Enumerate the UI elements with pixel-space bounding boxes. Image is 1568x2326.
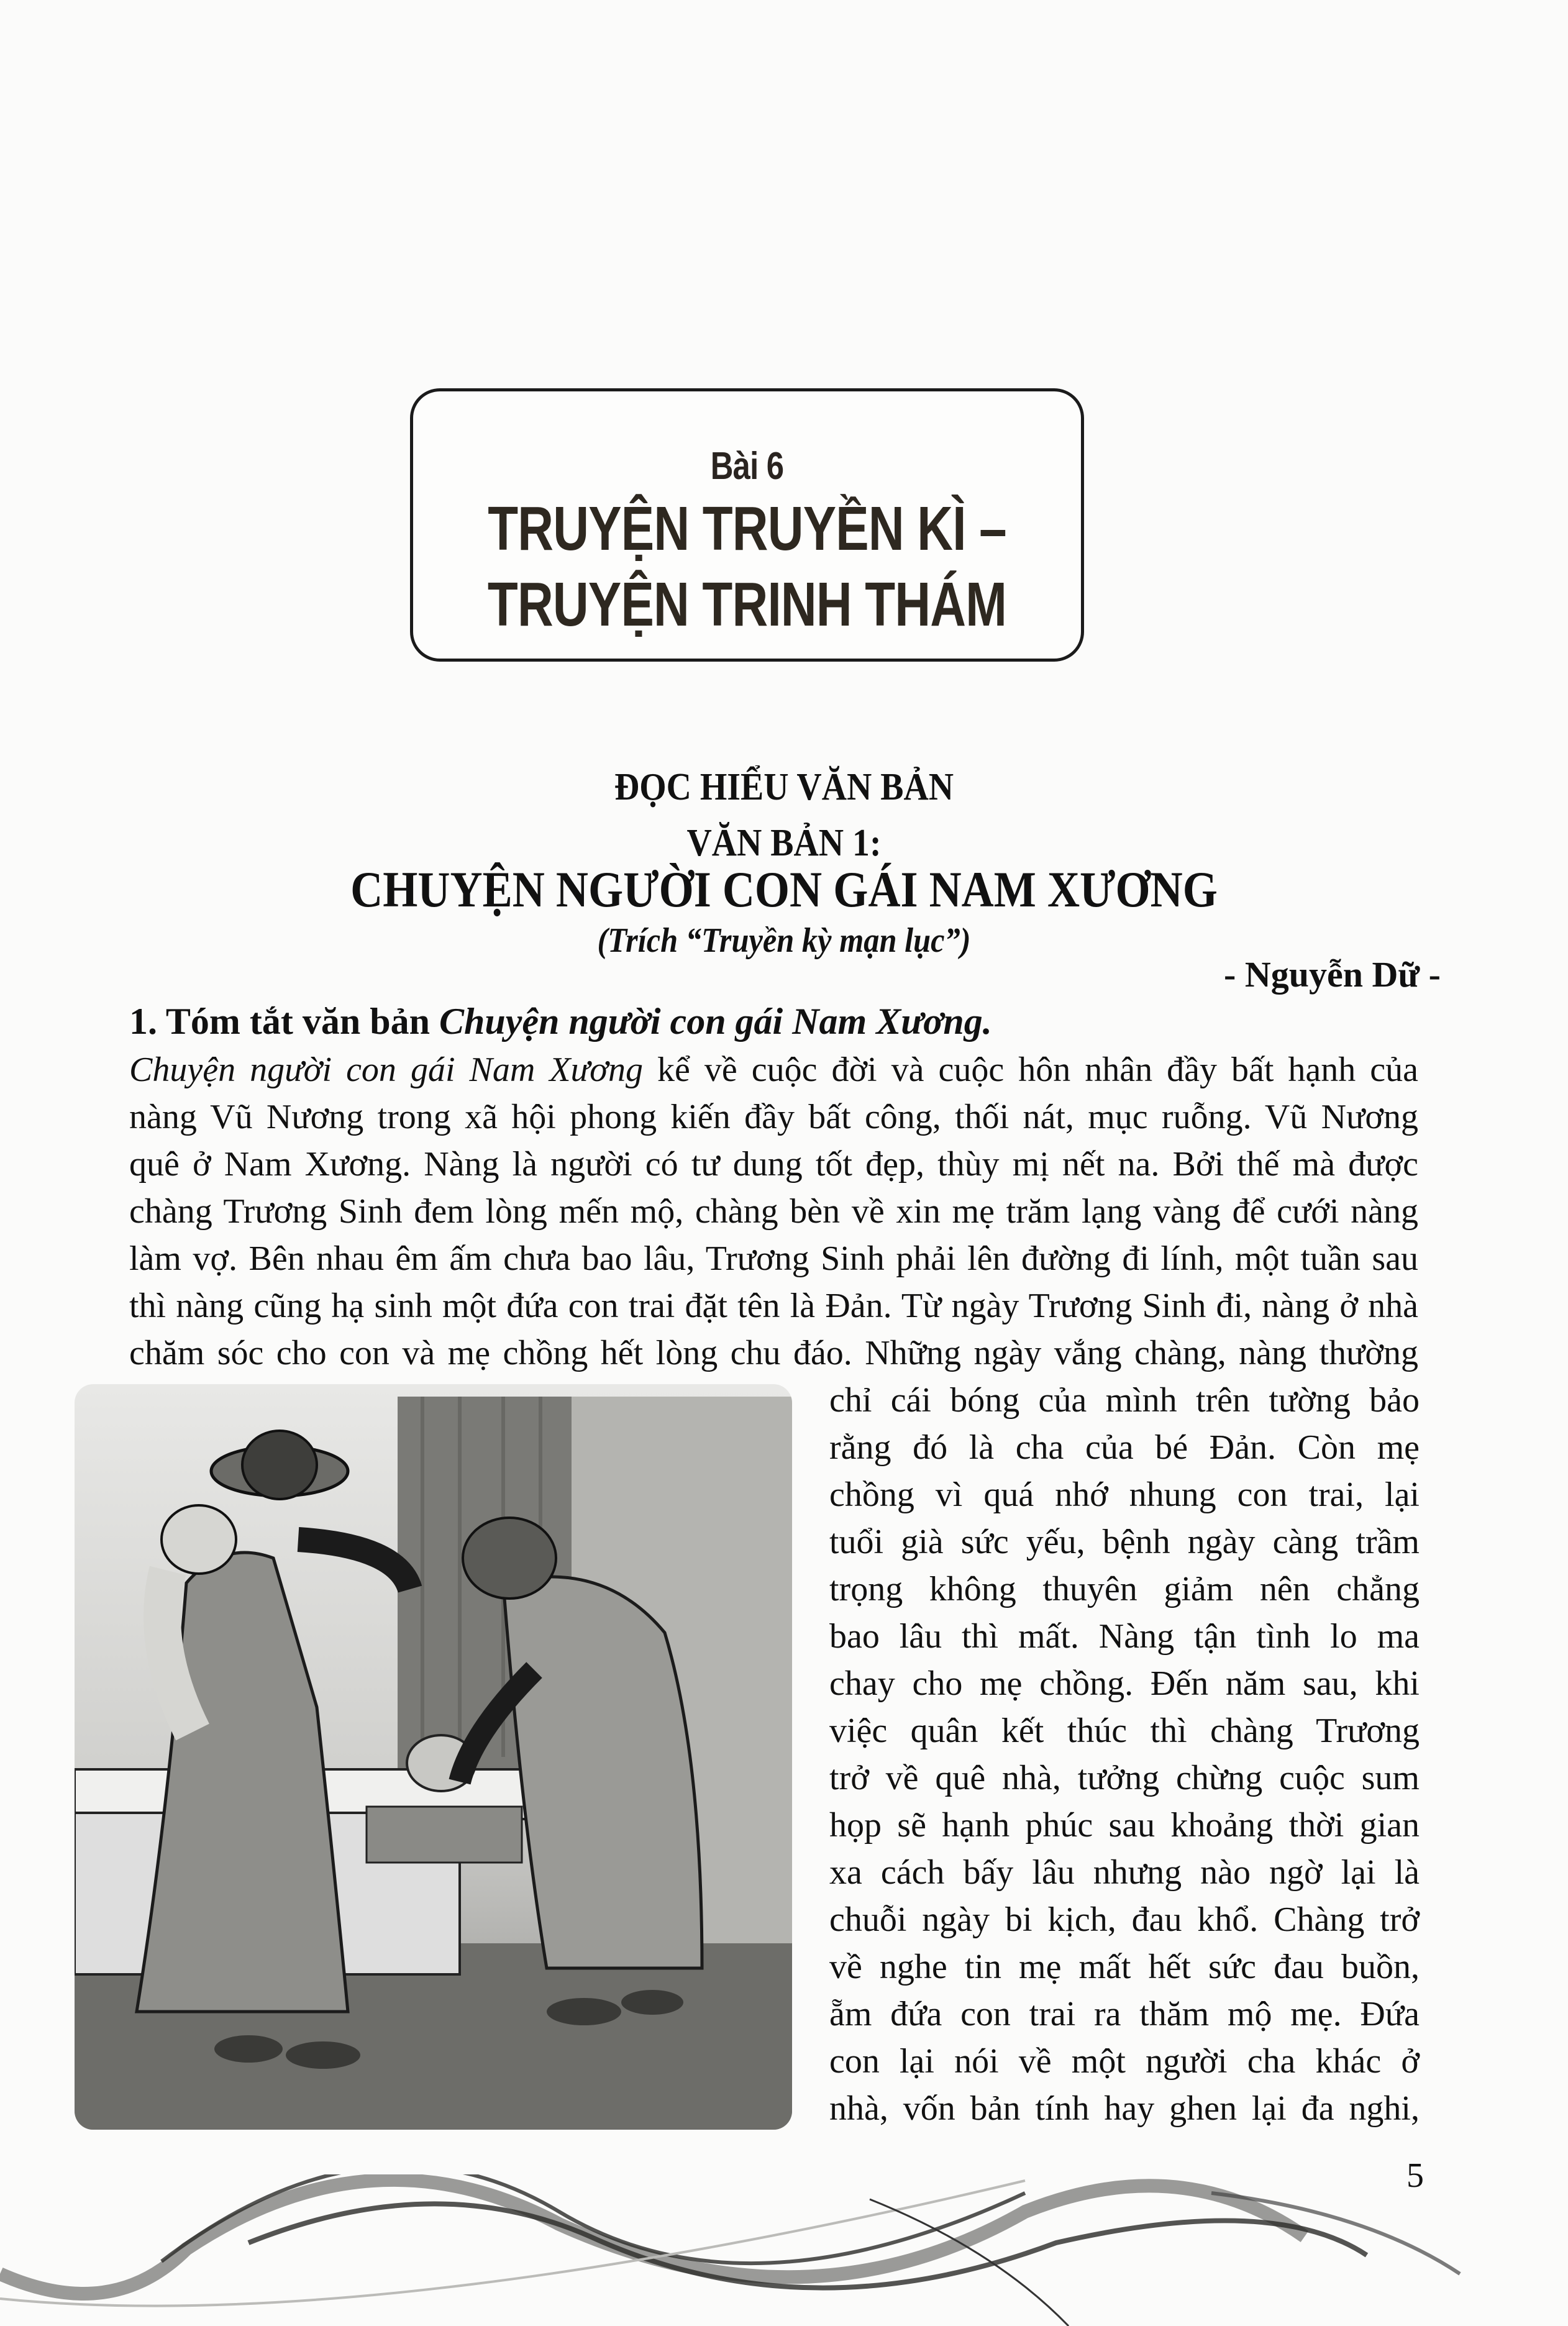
body-line: chuỗi ngày bi kịch, đau khổ. Chàng trở [829,1900,1420,1939]
text-label: VĂN BẢN 1: [686,822,882,864]
body-line: nàng Vũ Nương trong xã hội phong kiến đầy bất công, thối nát, mục ruỗng. Vũ Nương [129,1098,1418,1136]
wave-decoration [0,2174,1568,2326]
body-line: chàng Trương Sinh đem lòng mến mộ, chàng bèn về xin mẹ trăm lạng vàng để cưới nàng [129,1192,1418,1231]
section-1-title-prefix: 1. Tóm tắt văn bản [129,1001,439,1042]
lesson-title-box [410,388,1084,662]
body-line: trở về quê nhà, tưởng chừng cuộc sum [829,1759,1420,1797]
story-illustration [75,1384,792,2130]
body-line: tuổi già sức yếu, bệnh ngày càng trầm [829,1523,1420,1561]
story-name-italic: Chuyện người con gái Nam Xương [129,1051,643,1089]
illustration-drawing [75,1384,792,2130]
body-line: quê ở Nam Xương. Nàng là người có tư dung tốt đẹp, thùy mị nết na. Bởi thế mà được [129,1145,1418,1184]
body-line: rằng đó là cha của bé Đản. Còn mẹ [829,1428,1420,1467]
lesson-title-line2: TRUYỆN TRINH THÁM [487,570,1007,639]
body-line: xa cách bấy lâu nhưng nào ngờ lại là [829,1853,1420,1892]
body-line: họp sẽ hạnh phúc sau khoảng thời gian [829,1806,1420,1845]
lesson-title-line1: TRUYỆN TRUYỀN KÌ – [488,494,1006,563]
page-number: 5 [1406,2156,1424,2195]
body-line: trọng không thuyên giảm nên chẳng [829,1570,1420,1608]
body-line: thì nàng cũng hạ sinh một đứa con trai đặt tên là Đản. Từ ngày Trương Sinh đi, nàng ở nhà [129,1287,1418,1325]
body-line: về nghe tin mẹ mất hết sức đau buồn, [829,1948,1420,1986]
body-line-text: kể về cuộc đời và cuộc hôn nhân đầy bất hạnh của [642,1051,1418,1089]
section-heading: ĐỌC HIỂU VĂN BẢN [614,766,954,808]
author: - Nguyễn Dữ - [1224,954,1441,995]
body-line: chồng vì quá nhớ nhung con trai, lại [829,1475,1420,1514]
body-line: bao lâu thì mất. Nàng tận tình lo ma [829,1617,1420,1656]
body-line: việc quân kết thúc thì chàng Trương [829,1712,1420,1750]
body-line: chay cho mẹ chồng. Đến năm sau, khi [829,1664,1420,1703]
section-1-title [129,1000,992,1043]
body-line [129,1047,1418,1093]
body-line: con lại nói về một người cha khác ở [829,2042,1420,2081]
body-line: chăm sóc cho con và mẹ chồng hết lòng chu đáo. Những ngày vắng chàng, nàng thường [129,1334,1418,1372]
lesson-title [480,491,1014,642]
body-line: nhà, vốn bản tính hay ghen lại đa nghi, [829,2089,1420,2128]
body-line: chỉ cái bóng của mình trên tường bảo [829,1381,1420,1420]
story-title: CHUYỆN NGƯỜI CON GÁI NAM XƯƠNG [350,861,1218,918]
source-citation: (Trích “Truyền kỳ mạn lục”) [597,921,971,960]
body-line: làm vợ. Bên nhau êm ấm chưa bao lâu, Trương Sinh phải lên đường đi lính, một tuần sau [129,1239,1418,1278]
lesson-number: Bài 6 [710,445,784,488]
section-1-title-italic: Chuyện người con gái Nam Xương. [439,1001,992,1042]
body-line: ẵm đứa con trai ra thăm mộ mẹ. Đứa [829,1995,1420,2033]
